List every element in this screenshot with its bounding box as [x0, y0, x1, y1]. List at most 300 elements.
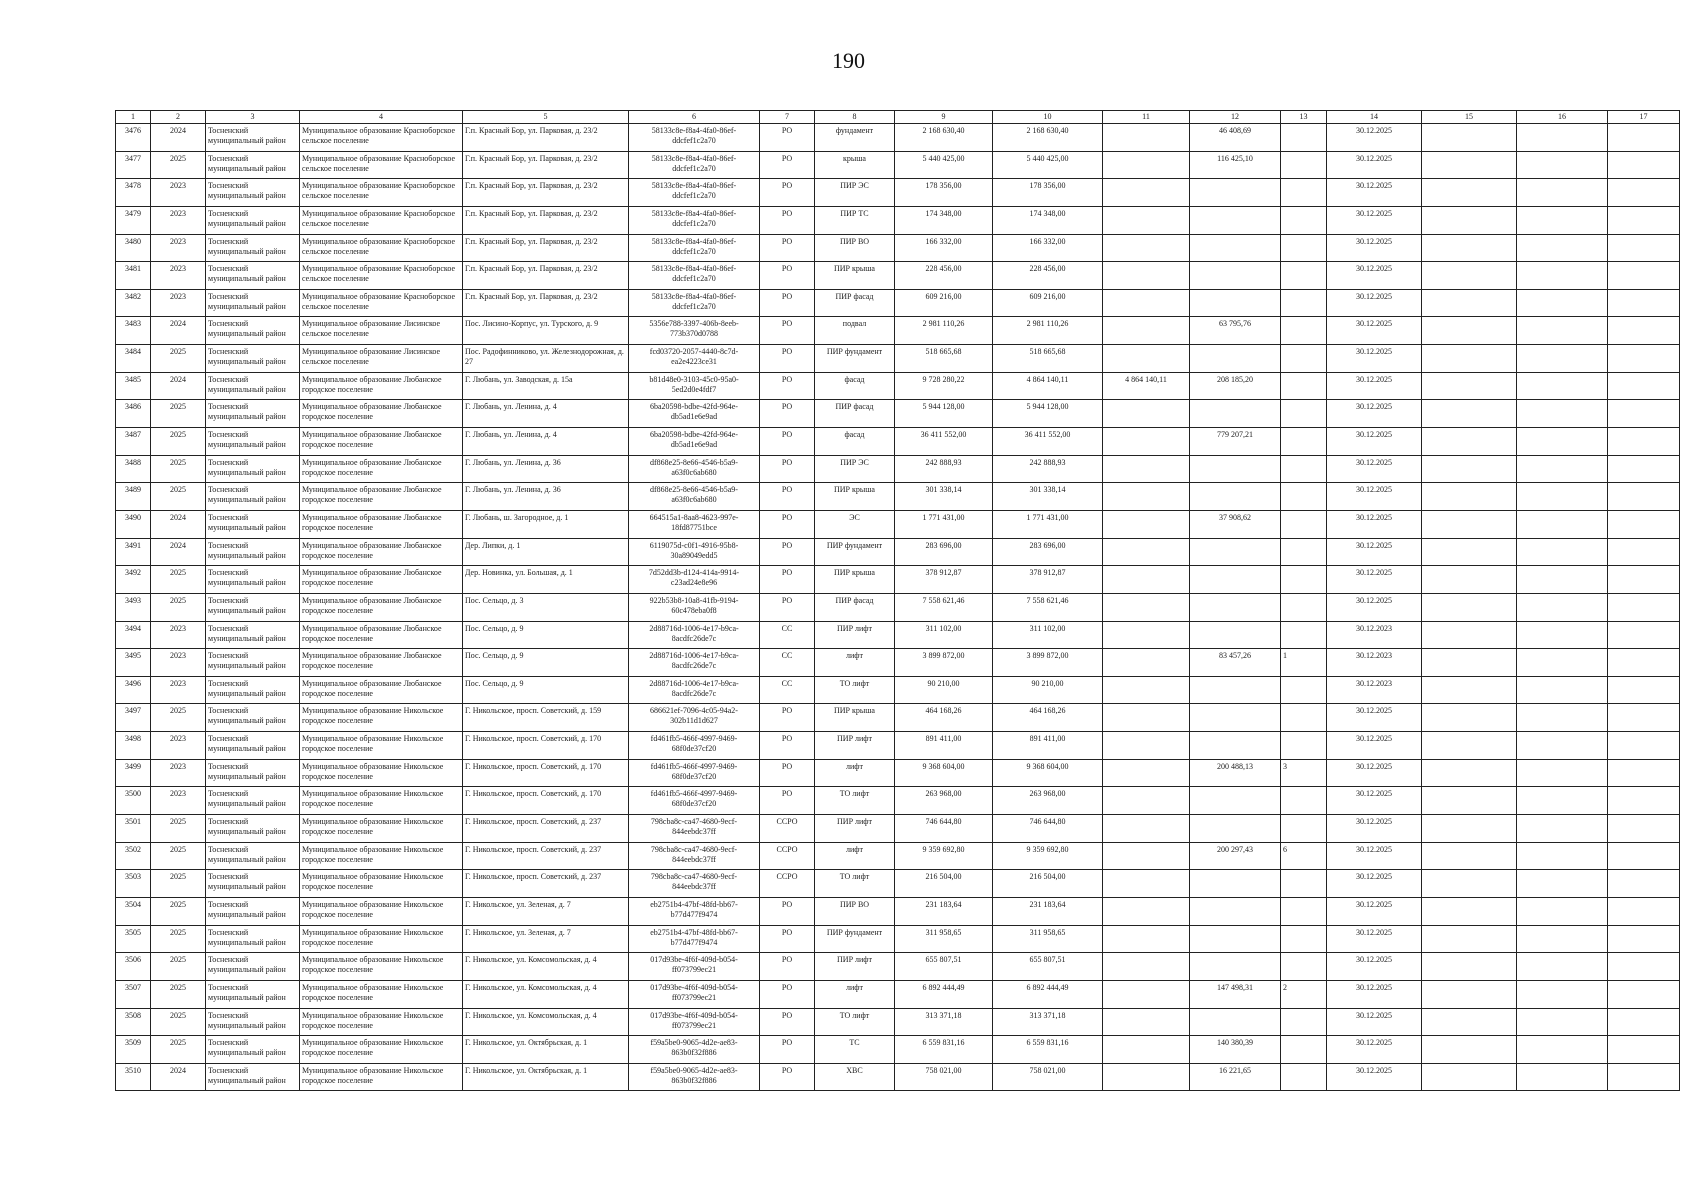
- empty-cell: [1517, 953, 1608, 981]
- table-row: [116, 621, 1680, 649]
- row-number: 3479: [116, 206, 151, 234]
- year-cell: 2024: [151, 317, 206, 345]
- total-cost-cell: 5 440 425,00: [895, 151, 993, 179]
- fund-cost-cell: 178 356,00: [993, 179, 1103, 207]
- local-budget-cell: [1103, 842, 1190, 870]
- col13-cell: 2: [1281, 980, 1327, 1008]
- col13-cell: [1281, 787, 1327, 815]
- guid-cell: 58133c8e-f8a4-4fa0-86ef-ddcfef1c2a70: [629, 289, 760, 317]
- table-row: [116, 455, 1680, 483]
- municipality-cell: Муниципальное образование Красноборское сельское поселение: [300, 262, 463, 290]
- work-type-cell: ПИР лифт: [815, 621, 895, 649]
- district-cell: Тосненский муниципальный район: [206, 317, 300, 345]
- year-cell: 2025: [151, 815, 206, 843]
- completion-date-cell: 30.12.2025: [1327, 759, 1422, 787]
- local-budget-cell: [1103, 1036, 1190, 1064]
- empty-cell: [1422, 676, 1517, 704]
- year-cell: 2023: [151, 206, 206, 234]
- municipality-cell: Муниципальное образование Никольское городское поселение: [300, 870, 463, 898]
- district-cell: Тосненский муниципальный район: [206, 234, 300, 262]
- fund-cost-cell: 216 504,00: [993, 870, 1103, 898]
- empty-cell: [1422, 621, 1517, 649]
- empty-cell: [1608, 787, 1680, 815]
- local-budget-cell: [1103, 621, 1190, 649]
- column-header: 15: [1422, 111, 1517, 124]
- row-number: 3493: [116, 593, 151, 621]
- empty-cell: [1608, 897, 1680, 925]
- empty-cell: [1422, 980, 1517, 1008]
- empty-cell: [1517, 676, 1608, 704]
- total-cost-cell: 9 728 280,22: [895, 372, 993, 400]
- table-row: [116, 151, 1680, 179]
- district-cell: Тосненский муниципальный район: [206, 787, 300, 815]
- row-number: 3492: [116, 566, 151, 594]
- district-cell: Тосненский муниципальный район: [206, 428, 300, 456]
- year-cell: 2023: [151, 621, 206, 649]
- municipality-cell: Муниципальное образование Красноборское сельское поселение: [300, 206, 463, 234]
- table-row: [116, 372, 1680, 400]
- municipality-cell: Муниципальное образование Никольское городское поселение: [300, 787, 463, 815]
- year-cell: 2023: [151, 787, 206, 815]
- local-budget-cell: [1103, 897, 1190, 925]
- col13-cell: [1281, 538, 1327, 566]
- work-type-cell: ПИР ЭС: [815, 179, 895, 207]
- municipality-cell: Муниципальное образование Любанское городское поселение: [300, 455, 463, 483]
- row-number: 3509: [116, 1036, 151, 1064]
- district-cell: Тосненский муниципальный район: [206, 925, 300, 953]
- district-cell: Тосненский муниципальный район: [206, 704, 300, 732]
- table-row: [116, 1008, 1680, 1036]
- completion-date-cell: 30.12.2023: [1327, 649, 1422, 677]
- work-type-cell: лифт: [815, 649, 895, 677]
- municipality-cell: Муниципальное образование Любанское городское поселение: [300, 566, 463, 594]
- total-cost-cell: 2 168 630,40: [895, 124, 993, 152]
- empty-cell: [1422, 289, 1517, 317]
- completion-date-cell: 30.12.2025: [1327, 1008, 1422, 1036]
- fund-cost-cell: 231 183,64: [993, 897, 1103, 925]
- table-row: [116, 538, 1680, 566]
- column-header: 10: [993, 111, 1103, 124]
- amount-cell: 37 908,62: [1190, 510, 1281, 538]
- empty-cell: [1517, 455, 1608, 483]
- municipality-cell: Муниципальное образование Любанское городское поселение: [300, 538, 463, 566]
- table-row: [116, 870, 1680, 898]
- empty-cell: [1422, 372, 1517, 400]
- amount-cell: [1190, 1008, 1281, 1036]
- district-cell: Тосненский муниципальный район: [206, 897, 300, 925]
- completion-date-cell: 30.12.2025: [1327, 842, 1422, 870]
- table-row: [116, 317, 1680, 345]
- fund-cost-cell: 464 168,26: [993, 704, 1103, 732]
- amount-cell: [1190, 925, 1281, 953]
- local-budget-cell: [1103, 289, 1190, 317]
- fund-cost-cell: 263 968,00: [993, 787, 1103, 815]
- total-cost-cell: 655 807,51: [895, 953, 993, 981]
- empty-cell: [1422, 787, 1517, 815]
- total-cost-cell: 891 411,00: [895, 732, 993, 760]
- work-type-cell: ЭС: [815, 510, 895, 538]
- empty-cell: [1517, 566, 1608, 594]
- empty-cell: [1422, 538, 1517, 566]
- year-cell: 2023: [151, 676, 206, 704]
- amount-cell: 208 185,20: [1190, 372, 1281, 400]
- col13-cell: [1281, 317, 1327, 345]
- empty-cell: [1422, 317, 1517, 345]
- local-budget-cell: [1103, 124, 1190, 152]
- guid-cell: eb2751b4-47bf-48fd-bb67-b77d477f9474: [629, 925, 760, 953]
- total-cost-cell: 1 771 431,00: [895, 510, 993, 538]
- fund-cost-cell: 9 368 604,00: [993, 759, 1103, 787]
- column-header: 9: [895, 111, 993, 124]
- work-type-cell: ХВС: [815, 1063, 895, 1091]
- year-cell: 2024: [151, 510, 206, 538]
- municipality-cell: Муниципальное образование Никольское городское поселение: [300, 953, 463, 981]
- empty-cell: [1422, 510, 1517, 538]
- method-cell: РО: [760, 593, 815, 621]
- empty-cell: [1422, 842, 1517, 870]
- amount-cell: [1190, 676, 1281, 704]
- register-table: [115, 110, 1680, 1091]
- municipality-cell: Муниципальное образование Любанское городское поселение: [300, 593, 463, 621]
- total-cost-cell: 378 912,87: [895, 566, 993, 594]
- empty-cell: [1608, 649, 1680, 677]
- year-cell: 2024: [151, 1063, 206, 1091]
- amount-cell: 200 297,43: [1190, 842, 1281, 870]
- column-header: 3: [206, 111, 300, 124]
- municipality-cell: Муниципальное образование Любанское городское поселение: [300, 428, 463, 456]
- total-cost-cell: 311 102,00: [895, 621, 993, 649]
- municipality-cell: Муниципальное образование Любанское городское поселение: [300, 649, 463, 677]
- col13-cell: [1281, 400, 1327, 428]
- municipality-cell: Муниципальное образование Любанское городское поселение: [300, 372, 463, 400]
- row-number: 3495: [116, 649, 151, 677]
- fund-cost-cell: 242 888,93: [993, 455, 1103, 483]
- total-cost-cell: 301 338,14: [895, 483, 993, 511]
- empty-cell: [1608, 621, 1680, 649]
- row-number: 3481: [116, 262, 151, 290]
- fund-cost-cell: 7 558 621,46: [993, 593, 1103, 621]
- empty-cell: [1422, 1063, 1517, 1091]
- local-budget-cell: [1103, 428, 1190, 456]
- empty-cell: [1422, 759, 1517, 787]
- col13-cell: [1281, 234, 1327, 262]
- col13-cell: [1281, 925, 1327, 953]
- address-cell: Пос. Сельцо, д. 9: [463, 676, 629, 704]
- completion-date-cell: 30.12.2025: [1327, 593, 1422, 621]
- table-row: [116, 704, 1680, 732]
- empty-cell: [1608, 593, 1680, 621]
- district-cell: Тосненский муниципальный район: [206, 345, 300, 373]
- total-cost-cell: 5 944 128,00: [895, 400, 993, 428]
- empty-cell: [1517, 870, 1608, 898]
- row-number: 3496: [116, 676, 151, 704]
- amount-cell: 779 207,21: [1190, 428, 1281, 456]
- empty-cell: [1422, 124, 1517, 152]
- empty-cell: [1608, 870, 1680, 898]
- year-cell: 2025: [151, 428, 206, 456]
- total-cost-cell: 90 210,00: [895, 676, 993, 704]
- col13-cell: 6: [1281, 842, 1327, 870]
- guid-cell: 922b53b8-10a8-41fb-9194-60c478eba0f8: [629, 593, 760, 621]
- total-cost-cell: 231 183,64: [895, 897, 993, 925]
- amount-cell: 46 408,69: [1190, 124, 1281, 152]
- empty-cell: [1517, 1063, 1608, 1091]
- address-cell: Г. Никольское, просп. Советский, д. 237: [463, 815, 629, 843]
- fund-cost-cell: 4 864 140,11: [993, 372, 1103, 400]
- year-cell: 2025: [151, 980, 206, 1008]
- method-cell: СС: [760, 621, 815, 649]
- method-cell: РО: [760, 759, 815, 787]
- amount-cell: 83 457,26: [1190, 649, 1281, 677]
- guid-cell: fcd03720-2057-4440-8c7d-ea2e4223ce31: [629, 345, 760, 373]
- column-header: 6: [629, 111, 760, 124]
- empty-cell: [1517, 1008, 1608, 1036]
- completion-date-cell: 30.12.2025: [1327, 317, 1422, 345]
- completion-date-cell: 30.12.2025: [1327, 262, 1422, 290]
- col13-cell: [1281, 732, 1327, 760]
- completion-date-cell: 30.12.2025: [1327, 566, 1422, 594]
- district-cell: Тосненский муниципальный район: [206, 372, 300, 400]
- year-cell: 2025: [151, 1036, 206, 1064]
- total-cost-cell: 263 968,00: [895, 787, 993, 815]
- work-type-cell: ПИР крыша: [815, 262, 895, 290]
- address-cell: Г. Никольское, просп. Советский, д. 170: [463, 732, 629, 760]
- guid-cell: 798cba8c-ca47-4680-9ecf-844eebdc37ff: [629, 842, 760, 870]
- col13-cell: 1: [1281, 649, 1327, 677]
- district-cell: Тосненский муниципальный район: [206, 124, 300, 152]
- empty-cell: [1422, 897, 1517, 925]
- amount-cell: [1190, 262, 1281, 290]
- table-row: [116, 953, 1680, 981]
- method-cell: РО: [760, 980, 815, 1008]
- address-cell: Г. Любань, ул. Ленина, д. 36: [463, 483, 629, 511]
- completion-date-cell: 30.12.2025: [1327, 953, 1422, 981]
- address-cell: Г.п. Красный Бор, ул. Парковая, д. 23/2: [463, 151, 629, 179]
- guid-cell: 58133c8e-f8a4-4fa0-86ef-ddcfef1c2a70: [629, 124, 760, 152]
- district-cell: Тосненский муниципальный район: [206, 206, 300, 234]
- amount-cell: [1190, 897, 1281, 925]
- address-cell: Г. Любань, ул. Ленина, д. 4: [463, 400, 629, 428]
- empty-cell: [1517, 234, 1608, 262]
- column-header: 5: [463, 111, 629, 124]
- row-number: 3489: [116, 483, 151, 511]
- row-number: 3485: [116, 372, 151, 400]
- municipality-cell: Муниципальное образование Никольское городское поселение: [300, 1036, 463, 1064]
- empty-cell: [1422, 262, 1517, 290]
- guid-cell: 2d88716d-1006-4e17-b9ca-8acdfc26de7c: [629, 676, 760, 704]
- address-cell: Г. Никольское, ул. Зеленая, д. 7: [463, 897, 629, 925]
- col13-cell: [1281, 262, 1327, 290]
- address-cell: Г.п. Красный Бор, ул. Парковая, д. 23/2: [463, 289, 629, 317]
- address-cell: Г.п. Красный Бор, ул. Парковая, д. 23/2: [463, 124, 629, 152]
- row-number: 3482: [116, 289, 151, 317]
- empty-cell: [1422, 649, 1517, 677]
- district-cell: Тосненский муниципальный район: [206, 1036, 300, 1064]
- table-row: [116, 980, 1680, 1008]
- year-cell: 2024: [151, 372, 206, 400]
- guid-cell: 798cba8c-ca47-4680-9ecf-844eebdc37ff: [629, 815, 760, 843]
- table-row: [116, 593, 1680, 621]
- empty-cell: [1608, 1063, 1680, 1091]
- district-cell: Тосненский муниципальный район: [206, 870, 300, 898]
- completion-date-cell: 30.12.2025: [1327, 455, 1422, 483]
- guid-cell: 6119075d-c0f1-4916-95b8-30a89049edd5: [629, 538, 760, 566]
- empty-cell: [1517, 980, 1608, 1008]
- empty-cell: [1422, 925, 1517, 953]
- address-cell: Пос. Сельцо, д. 9: [463, 621, 629, 649]
- fund-cost-cell: 2 981 110,26: [993, 317, 1103, 345]
- empty-cell: [1517, 289, 1608, 317]
- table-body: [116, 124, 1680, 1091]
- col13-cell: [1281, 593, 1327, 621]
- district-cell: Тосненский муниципальный район: [206, 953, 300, 981]
- district-cell: Тосненский муниципальный район: [206, 1063, 300, 1091]
- guid-cell: 017d93be-4f6f-409d-b054-ff073799ec21: [629, 980, 760, 1008]
- guid-cell: 5356e788-3397-406b-8eeb-773b370d0788: [629, 317, 760, 345]
- guid-cell: fd461fb5-466f-4997-9469-68f0de37cf20: [629, 759, 760, 787]
- col13-cell: [1281, 179, 1327, 207]
- year-cell: 2025: [151, 953, 206, 981]
- municipality-cell: Муниципальное образование Красноборское сельское поселение: [300, 124, 463, 152]
- row-number: 3510: [116, 1063, 151, 1091]
- row-number: 3502: [116, 842, 151, 870]
- completion-date-cell: 30.12.2025: [1327, 510, 1422, 538]
- empty-cell: [1608, 1036, 1680, 1064]
- completion-date-cell: 30.12.2025: [1327, 1063, 1422, 1091]
- address-cell: Г.п. Красный Бор, ул. Парковая, д. 23/2: [463, 234, 629, 262]
- col13-cell: [1281, 1063, 1327, 1091]
- empty-cell: [1608, 428, 1680, 456]
- empty-cell: [1422, 345, 1517, 373]
- completion-date-cell: 30.12.2025: [1327, 980, 1422, 1008]
- fund-cost-cell: 609 216,00: [993, 289, 1103, 317]
- address-cell: Г.п. Красный Бор, ул. Парковая, д. 23/2: [463, 179, 629, 207]
- fund-cost-cell: 311 102,00: [993, 621, 1103, 649]
- district-cell: Тосненский муниципальный район: [206, 676, 300, 704]
- fund-cost-cell: 9 359 692,80: [993, 842, 1103, 870]
- municipality-cell: Муниципальное образование Красноборское сельское поселение: [300, 151, 463, 179]
- total-cost-cell: 166 332,00: [895, 234, 993, 262]
- address-cell: Г.п. Красный Бор, ул. Парковая, д. 23/2: [463, 262, 629, 290]
- guid-cell: 58133c8e-f8a4-4fa0-86ef-ddcfef1c2a70: [629, 234, 760, 262]
- local-budget-cell: [1103, 455, 1190, 483]
- guid-cell: 58133c8e-f8a4-4fa0-86ef-ddcfef1c2a70: [629, 206, 760, 234]
- table-row: [116, 732, 1680, 760]
- address-cell: Пос. Лисино-Корпус, ул. Турского, д. 9: [463, 317, 629, 345]
- amount-cell: [1190, 538, 1281, 566]
- year-cell: 2025: [151, 483, 206, 511]
- year-cell: 2023: [151, 732, 206, 760]
- year-cell: 2023: [151, 234, 206, 262]
- completion-date-cell: 30.12.2025: [1327, 870, 1422, 898]
- total-cost-cell: 283 696,00: [895, 538, 993, 566]
- row-number: 3480: [116, 234, 151, 262]
- address-cell: Г. Любань, ш. Загородное, д. 1: [463, 510, 629, 538]
- fund-cost-cell: 313 371,18: [993, 1008, 1103, 1036]
- table-row: [116, 897, 1680, 925]
- address-cell: Дер. Липки, д. 1: [463, 538, 629, 566]
- empty-cell: [1422, 428, 1517, 456]
- total-cost-cell: 216 504,00: [895, 870, 993, 898]
- amount-cell: [1190, 815, 1281, 843]
- col13-cell: [1281, 870, 1327, 898]
- amount-cell: [1190, 400, 1281, 428]
- local-budget-cell: [1103, 704, 1190, 732]
- empty-cell: [1517, 206, 1608, 234]
- address-cell: Г. Никольское, ул. Зеленая, д. 7: [463, 925, 629, 953]
- col13-cell: [1281, 1008, 1327, 1036]
- empty-cell: [1608, 510, 1680, 538]
- total-cost-cell: 3 899 872,00: [895, 649, 993, 677]
- local-budget-cell: [1103, 234, 1190, 262]
- fund-cost-cell: 1 771 431,00: [993, 510, 1103, 538]
- table-row: [116, 428, 1680, 456]
- municipality-cell: Муниципальное образование Никольское городское поселение: [300, 980, 463, 1008]
- col13-cell: [1281, 372, 1327, 400]
- work-type-cell: фасад: [815, 428, 895, 456]
- table-row: [116, 234, 1680, 262]
- row-number: 3500: [116, 787, 151, 815]
- row-number: 3483: [116, 317, 151, 345]
- column-header: 16: [1517, 111, 1608, 124]
- empty-cell: [1422, 151, 1517, 179]
- empty-cell: [1517, 842, 1608, 870]
- method-cell: РО: [760, 732, 815, 760]
- local-budget-cell: [1103, 483, 1190, 511]
- total-cost-cell: 2 981 110,26: [895, 317, 993, 345]
- row-number: 3503: [116, 870, 151, 898]
- method-cell: РО: [760, 953, 815, 981]
- fund-cost-cell: 283 696,00: [993, 538, 1103, 566]
- fund-cost-cell: 90 210,00: [993, 676, 1103, 704]
- empty-cell: [1517, 124, 1608, 152]
- empty-cell: [1608, 124, 1680, 152]
- address-cell: Г. Никольское, просп. Советский, д. 170: [463, 787, 629, 815]
- empty-cell: [1422, 206, 1517, 234]
- empty-cell: [1422, 953, 1517, 981]
- completion-date-cell: 30.12.2025: [1327, 206, 1422, 234]
- method-cell: ССРО: [760, 870, 815, 898]
- row-number: 3498: [116, 732, 151, 760]
- amount-cell: [1190, 593, 1281, 621]
- empty-cell: [1422, 483, 1517, 511]
- district-cell: Тосненский муниципальный район: [206, 538, 300, 566]
- empty-cell: [1517, 400, 1608, 428]
- work-type-cell: ПИР крыша: [815, 704, 895, 732]
- guid-cell: fd461fb5-466f-4997-9469-68f0de37cf20: [629, 732, 760, 760]
- municipality-cell: Муниципальное образование Лисинское сельское поселение: [300, 317, 463, 345]
- column-header: 11: [1103, 111, 1190, 124]
- empty-cell: [1517, 345, 1608, 373]
- total-cost-cell: 9 368 604,00: [895, 759, 993, 787]
- guid-cell: 664515a1-8aa8-4623-997e-18fd87751bce: [629, 510, 760, 538]
- work-type-cell: ПИР ВО: [815, 897, 895, 925]
- address-cell: Г. Никольское, ул. Комсомольская, д. 4: [463, 980, 629, 1008]
- empty-cell: [1517, 649, 1608, 677]
- amount-cell: [1190, 732, 1281, 760]
- empty-cell: [1422, 1008, 1517, 1036]
- municipality-cell: Муниципальное образование Никольское городское поселение: [300, 842, 463, 870]
- year-cell: 2024: [151, 124, 206, 152]
- guid-cell: 7d52dd3b-d124-414a-9914-c23ad24e8e96: [629, 566, 760, 594]
- municipality-cell: Муниципальное образование Никольское городское поселение: [300, 732, 463, 760]
- year-cell: 2025: [151, 345, 206, 373]
- municipality-cell: Муниципальное образование Никольское городское поселение: [300, 897, 463, 925]
- table-row: [116, 124, 1680, 152]
- method-cell: РО: [760, 262, 815, 290]
- row-number: 3476: [116, 124, 151, 152]
- amount-cell: 116 425,10: [1190, 151, 1281, 179]
